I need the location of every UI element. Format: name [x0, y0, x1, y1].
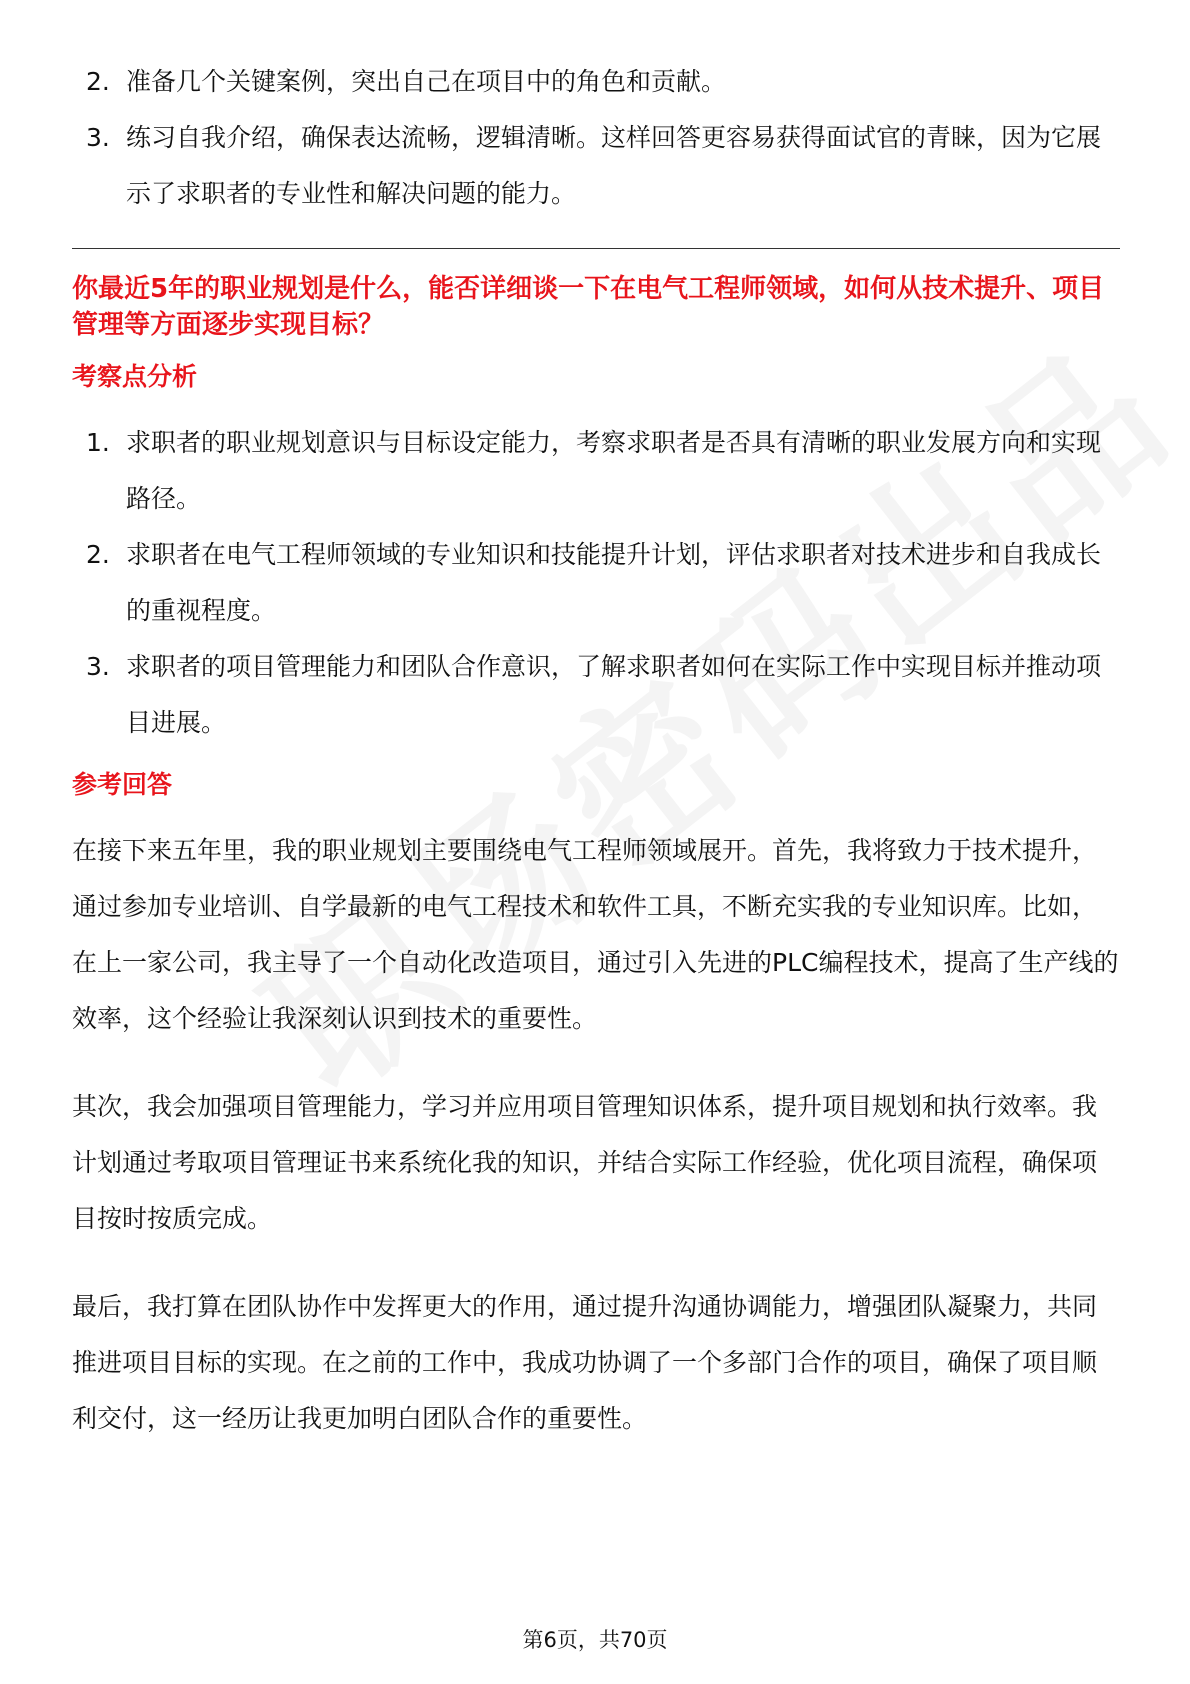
- list-number: 2.: [86, 540, 110, 569]
- analysis-list: [72, 415, 1120, 751]
- list-number: 3.: [86, 123, 110, 152]
- list-number: 2.: [86, 67, 110, 96]
- answer-body: [72, 823, 1120, 1447]
- answer-paragraph: 其次，我会加强项目管理能力，学习并应用项目管理知识体系，提升项目规划和执行效率。我计划通过考取项目管理证书来系统化我的知识，并结合实际工作经验，优化项目流程，确保项目按时按质完成。: [72, 1092, 1098, 1233]
- list-text: 求职者的项目管理能力和团队合作意识，了解求职者如何在实际工作中实现目标并推动项目进展。: [126, 652, 1102, 737]
- section-divider: [72, 248, 1120, 249]
- list-number: 3.: [86, 652, 110, 681]
- answer-paragraph: 在接下来五年里，我的职业规划主要围绕电气工程师领域展开。首先，我将致力于技术提升，通过参加专业培训、自学最新的电气工程技术和软件工具，不断充实我的专业知识库。比如，在上一家公司，我主导了一个自动化改造项目，通过引入先进的PLC编程技术，提高了生产线的效率，这个经验让我深刻认识到技术的重要性。: [72, 836, 1119, 1033]
- answer-paragraph: 最后，我打算在团队协作中发挥更大的作用，通过提升沟通协调能力，增强团队凝聚力，共同推进项目目标的实现。在之前的工作中，我成功协调了一个多部门合作的项目，确保了项目顺利交付，这一经历让我更加明白团队合作的重要性。: [72, 1292, 1098, 1433]
- list-text: 准备几个关键案例，突出自己在项目中的角色和贡献。: [126, 67, 727, 96]
- list-text: 练习自我介绍，确保表达流畅，逻辑清晰。这样回答更容易获得面试官的青睐，因为它展示了求职者的专业性和解决问题的能力。: [126, 123, 1102, 208]
- answer-title: 参考回答: [72, 770, 173, 799]
- list-text: 求职者在电气工程师领域的专业知识和技能提升计划，评估求职者对技术进步和自我成长的重视程度。: [126, 540, 1102, 625]
- analysis-title: 考察点分析: [72, 362, 198, 391]
- page-content: [72, 54, 1120, 1447]
- list-item: [72, 110, 1120, 222]
- list-item: [72, 639, 1120, 751]
- question-heading: 你最近5年的职业规划是什么，能否详细谈一下在电气工程师领域，如何从技术提升、项目管理等方面逐步实现目标？: [72, 274, 1105, 340]
- page-footer: 第6页，共70页: [522, 1628, 668, 1652]
- previous-list: [72, 54, 1120, 222]
- list-number: 1.: [86, 428, 110, 457]
- list-item: [72, 54, 1120, 110]
- list-item: [72, 415, 1120, 527]
- list-text: 求职者的职业规划意识与目标设定能力，考察求职者是否具有清晰的职业发展方向和实现路径。: [126, 428, 1102, 513]
- list-item: [72, 527, 1120, 639]
